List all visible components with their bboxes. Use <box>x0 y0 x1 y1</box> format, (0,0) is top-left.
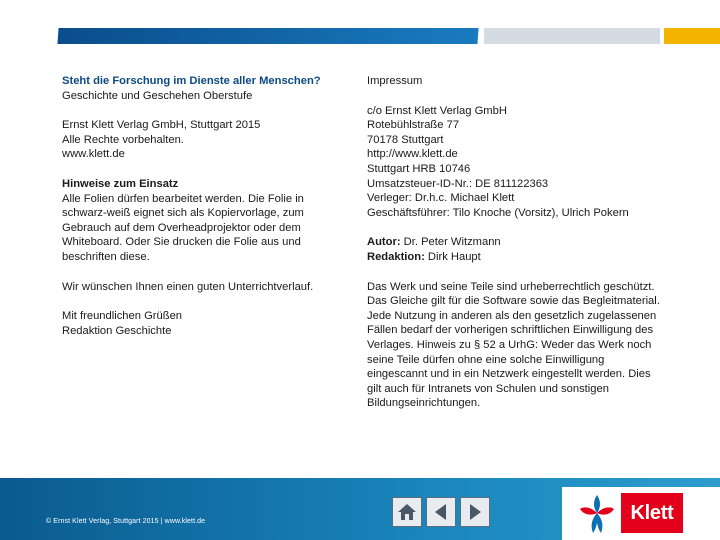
greeting-text: Mit freundlichen Grüßen <box>62 310 183 323</box>
hints-block <box>62 177 342 265</box>
home-icon <box>396 501 418 523</box>
address-line: Geschäftsführer: Tilo Knoche (Vorsitz), Ulrich Pokern <box>367 206 629 219</box>
signature-text: Redaktion Geschichte <box>62 324 172 337</box>
right-column <box>367 74 667 426</box>
author-label: Autor: <box>367 236 401 249</box>
author-value: Dr. Peter Witzmann <box>403 236 501 249</box>
wish-block <box>62 280 342 295</box>
publisher-block <box>62 118 342 162</box>
header-stripe-blue <box>57 28 478 44</box>
impressum-heading: Impressum <box>367 75 423 87</box>
legal-text: Das Werk und seine Teile sind urheberrechtlich geschützt. Das Gleiche gilt für die Software sowie das Begleitmaterial. Jede Nutzung in anderen als den gesetzlich zugelassenen Fällen bedarf der vorherigen schriftlichen Einwilligung des Verlages. Hinweis zu § 52 a UrhG: Weder das Werk noch seine Teile dürfen ohne eine solche Einwilligung eingescannt und in ein Netzwerk eingestellt werden. Dies gilt auch für Intranets von Schulen und sonstigen Bildungseinrichtungen. <box>367 280 660 410</box>
left-column <box>62 74 342 353</box>
impressum-heading-block <box>367 74 667 89</box>
klett-flower-icon <box>574 491 620 537</box>
page-title: Steht die Forschung im Dienste aller Menschen? <box>62 75 321 87</box>
editor-label: Redaktion: <box>367 250 425 263</box>
page-subtitle: Geschichte und Geschehen Oberstufe <box>62 89 253 102</box>
address-line: Umsatzsteuer-ID-Nr.: DE 811122363 <box>367 177 549 190</box>
home-button[interactable] <box>392 497 422 527</box>
header-stripe-gray <box>484 28 660 44</box>
address-block <box>367 104 667 221</box>
previous-button[interactable] <box>426 497 456 527</box>
address-line: Stuttgart HRB 10746 <box>367 162 471 175</box>
publisher-line: Alle Rechte vorbehalten. <box>62 133 184 146</box>
address-line: Verleger: Dr.h.c. Michael Klett <box>367 192 515 205</box>
klett-logo <box>562 487 720 540</box>
legal-block <box>367 280 667 411</box>
hints-heading: Hinweise zum Einsatz <box>62 177 179 190</box>
credits-block <box>367 235 667 264</box>
address-line: Rotebühlstraße 77 <box>367 119 460 132</box>
header-stripe-yellow <box>664 28 720 44</box>
title-block <box>62 74 342 103</box>
address-line: 70178 Stuttgart <box>367 133 444 146</box>
arrow-left-icon <box>430 501 452 523</box>
editor-value: Dirk Haupt <box>427 250 481 263</box>
klett-wordmark: Klett <box>621 493 683 533</box>
address-line: c/o Ernst Klett Verlag GmbH <box>367 104 507 117</box>
footer-copyright: © Ernst Klett Verlag, Stuttgart 2015 | www.klett.de <box>46 518 206 525</box>
publisher-url: www.klett.de <box>62 148 125 161</box>
author-line <box>367 235 667 250</box>
publisher-line: Ernst Klett Verlag GmbH, Stuttgart 2015 <box>62 119 261 132</box>
greeting-block <box>62 309 342 338</box>
hints-text: Alle Folien dürfen bearbeitet werden. Die Folie in schwarz-weiß eignet sich als Kopiervorlage, zum Gebrauch auf dem Overheadprojektor oder dem Whiteboard. Oder Sie drucken die Folie aus und beschriften diese. <box>62 192 304 263</box>
next-button[interactable] <box>460 497 490 527</box>
wish-text: Wir wünschen Ihnen einen guten Unterrichtverlauf. <box>62 280 314 293</box>
arrow-right-icon <box>464 501 486 523</box>
address-line: http://www.klett.de <box>367 148 458 161</box>
editor-line <box>367 250 667 265</box>
